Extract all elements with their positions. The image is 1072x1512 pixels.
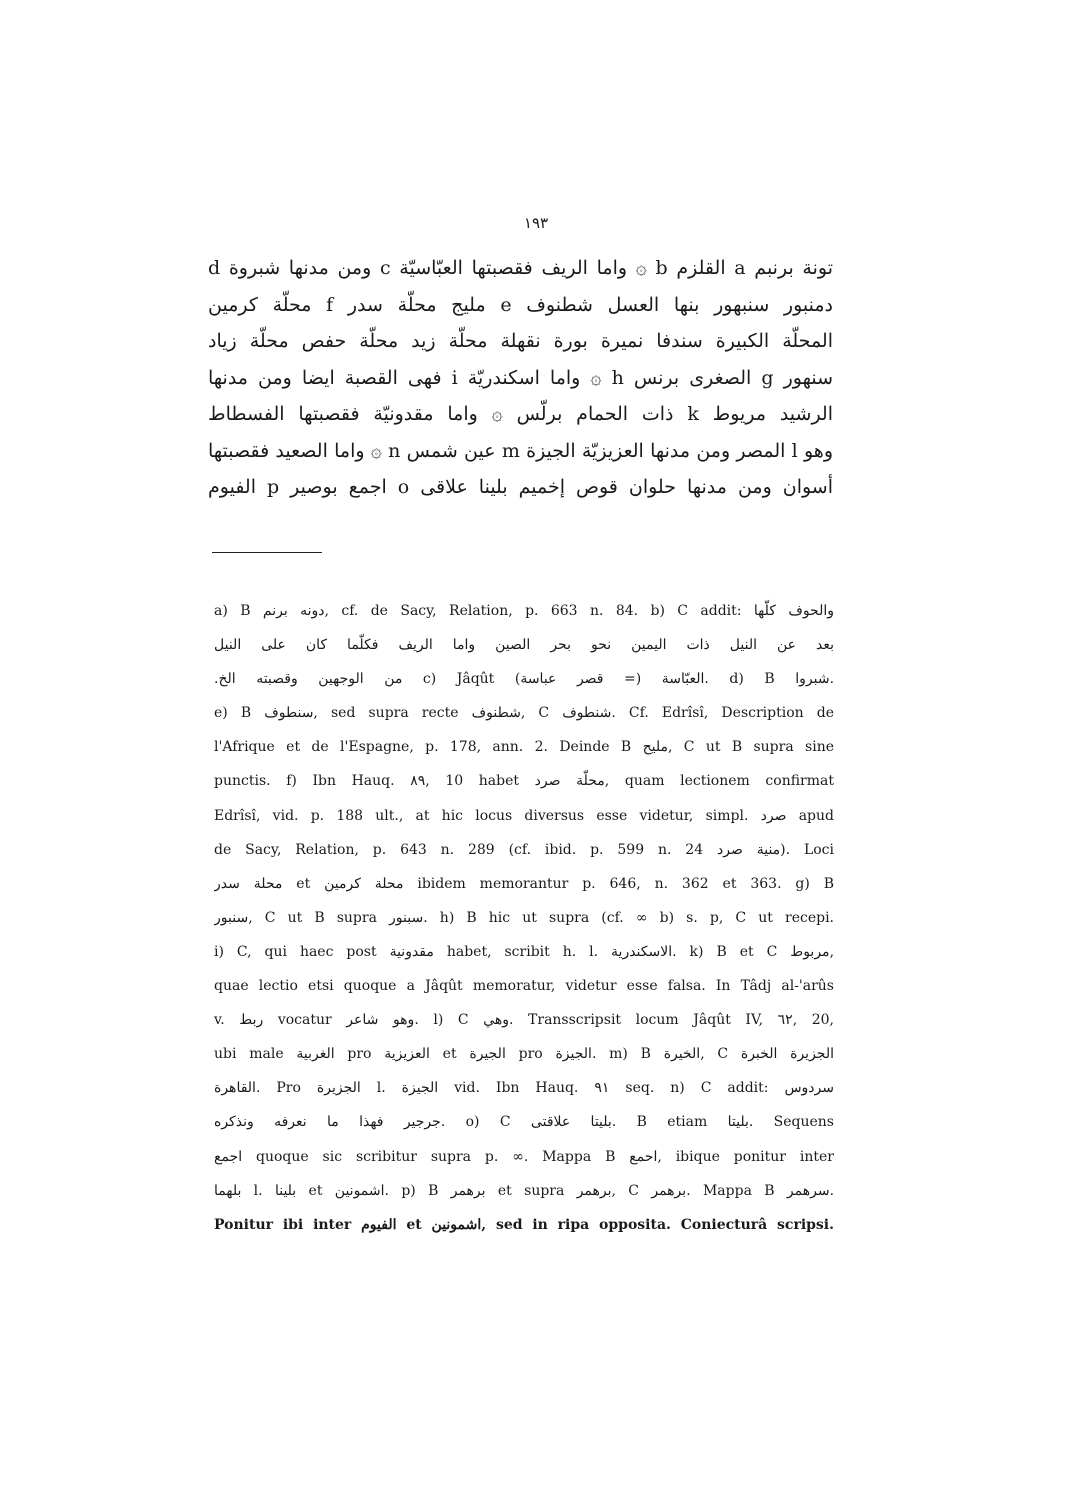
main-text-line: دمنبور سنبهور بنها العسل شطنوف e مليج محلّة سدر f محلّة كرمين (208, 293, 833, 316)
footnote-line: القاهرة. Pro الجزيرة l. الجيزة vid. Ibn Hauq. ٩١ seq. n) C addit: سردوس (214, 1080, 834, 1097)
footnote-line: Ponitur ibi inter الفيوم et اشمونين, sed in ripa opposita. Coniecturâ scripsi. (214, 1216, 834, 1233)
footnote-line: جرجير فهذا ما نعرفه ونذكره. o) C بليتا علاقتى. B etiam بليتا. Sequens (214, 1114, 834, 1131)
footnote-line: محلة سدر et محلة كرمين ibidem memorantur p. 646, n. 362 et 363. g) B (214, 875, 834, 892)
main-text-line: الرشيد مريوط k ذات الحمام برلّس ۞ واما مقدونيّة فقصبتها الفسطاط (208, 403, 833, 425)
footnote-line: l'Afrique et de l'Espagne, p. 178, ann. 2. Deinde B مليح, C ut B supra sine (214, 739, 834, 756)
footnote-line: punctis. f) Ibn Hauq. ٨٩, 10 habet محلّة صرد, quam lectionem confirmat (214, 773, 834, 790)
footnote-line: ubi male الغربية pro العزيزية et الجيرة pro الجيزة. m) B الخيرة, C الجزيرة الخبرة (214, 1046, 834, 1063)
footnote-line: سنبور, C ut B supra سبنور. h) B hic ut supra (cf. ∞ b) s. p, C ut recepi. (214, 909, 834, 926)
footnote-line: .من الوجهين وقصبته الخ c) Jâqût العبّاسة (= قصر عباسة). d) B شبروا. (214, 671, 834, 688)
main-text-line: سنهور g الصغرى برنس h ۞ واما اسكندريّة i فهى القصبة ايضا ومن مدنها (208, 366, 833, 389)
arabic-main-text (208, 250, 833, 506)
page-number: ١٩٣ (523, 214, 549, 232)
footnote-line: v. ربط vocatur وهو شاعر. l) C وهي. Transscripsit locum Jâqût IV, ٦٢, 20, (214, 1012, 834, 1029)
footnote-line: quae lectio etsi quoque a Jâqût memoratur, videtur esse falsa. In Tâdj al-'arûs (214, 978, 834, 995)
footnote-separator-rule (212, 552, 322, 553)
footnote-line: اجمع quoque sic scribitur supra p. ∞. Mappa B احمع, ibique ponitur inter (214, 1148, 834, 1165)
footnote-line: de Sacy, Relation, p. 643 n. 289 (cf. ibid. p. 599 n. 24 منية صرد). Loci (214, 841, 834, 858)
footnote-line: بلهما l. بلينا et اشمونين. p) B برهمر et supra برهمر, C برهمر. Mappa B سرهمر. (214, 1182, 834, 1199)
main-text-line: وهو l المصر ومن مدنها العزيزيّة الجيزة m عين شمس n ۞ واما الصعيد فقصبتها (208, 439, 833, 462)
footnote-line: Edrîsî, vid. p. 188 ult., at hic locus diversus esse videtur, simpl. صرد apud (214, 807, 834, 824)
footnote-line: e) B سنطوف, sed supra recte شطنوف, C شنطوف. Cf. Edrîsî, Description de (214, 705, 834, 722)
footnotes (214, 594, 834, 1242)
footnote-line: بعد عن النيل ذات اليمين نحو بحر الصين واما الريف فكلّما كان على النيل (214, 637, 834, 654)
main-text-line: تونة برنبم a القلزم b ۞ واما الريف فقصبتها العبّاسيّة c ومن مدنها شبروة d (208, 257, 833, 279)
footnote-line: i) C, qui haec post مقدونية habet, scribit h. l. الاسكندرية. k) B et C مربوط, (214, 943, 834, 960)
main-text-line: المحلّة الكبيرة سندفا نميرة بورة نقهلة محلّة زيد محلّة حفص محلّة زياد (208, 330, 833, 352)
footnote-line: a) B دونه برنم, cf. de Sacy, Relation, p. 663 n. 84. b) C addit: والحوف كلّها (214, 603, 834, 619)
main-text-line: أسوان ومن مدنها حلوان قوص إخميم بلينا علاقى o اجمع بوصير p الفيوم (208, 476, 833, 498)
